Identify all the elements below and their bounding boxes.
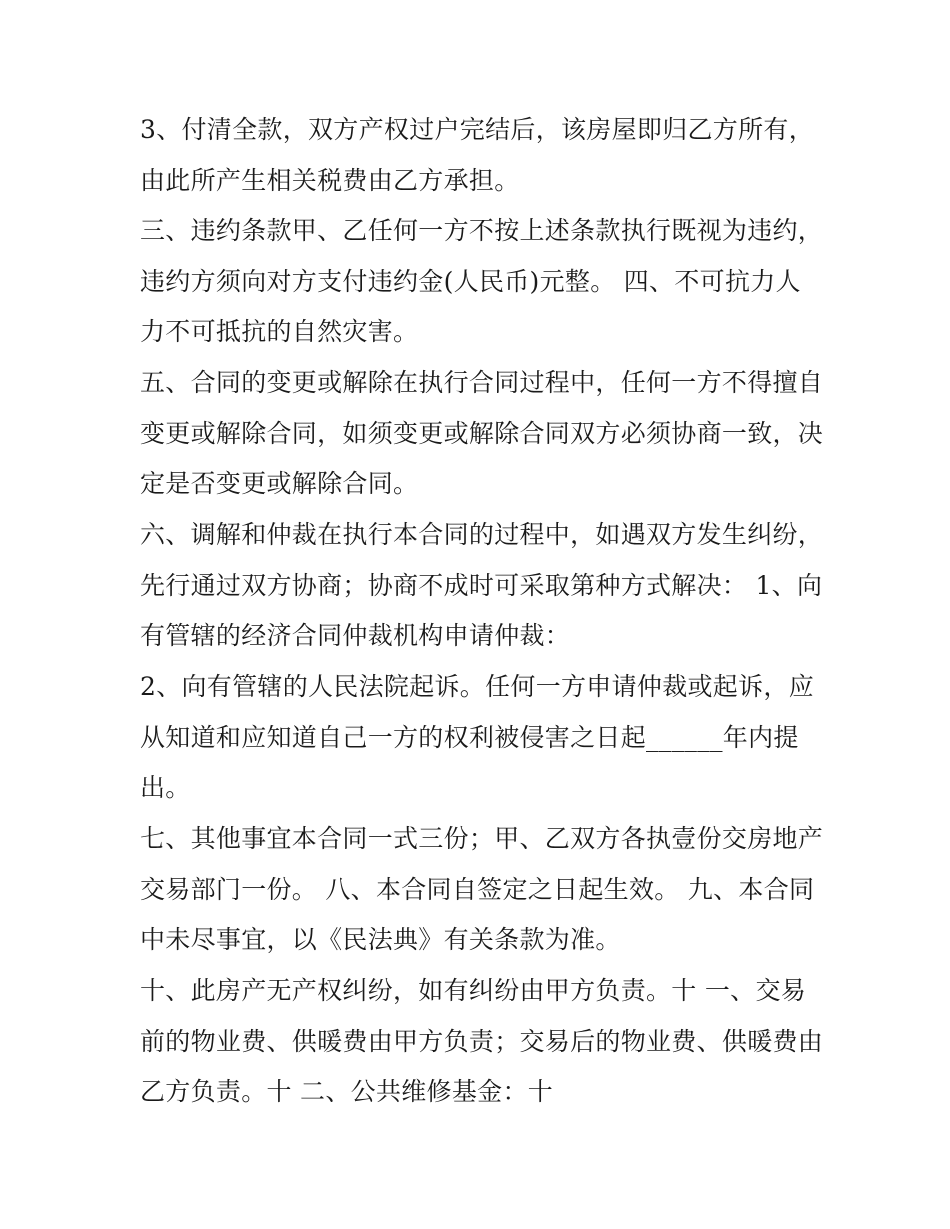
text-line: 三、违约条款甲、乙任何一方不按上述条款执行既视为违约，: [140, 216, 824, 245]
text-line: 七、其他事宜本合同一式三份；甲、乙双方各执壹份交房地产: [140, 824, 824, 853]
text-line: 五、合同的变更或解除在执行合同过程中，任何一方不得擅自: [140, 368, 824, 397]
text-line: 乙方负责。十 二、公共维修基金：十: [140, 1077, 554, 1106]
text-line: 中未尽事宜，以《民法典》有关条款为准。: [140, 925, 621, 954]
text-line: 先行通过双方协商；协商不成时可采取第种方式解决： 1、向: [140, 571, 823, 600]
text-line: 有管辖的经济合同仲裁机构申请仲裁：: [140, 621, 571, 650]
text-line: 六、调解和仲裁在执行本合同的过程中，如遇双方发生纠纷，: [140, 520, 824, 549]
text-line: 定是否变更或解除合同。: [140, 469, 419, 498]
text-line: 力不可抵抗的自然灾害。: [140, 317, 419, 346]
text-line: 十、此房产无产权纠纷，如有纠纷由甲方负责。十 一、交易: [140, 976, 807, 1005]
text-line: 违约方须向对方支付违约金(人民币)元整。 四、不可抗力人: [140, 267, 801, 296]
text-line: 从知道和应知道自己一方的权利被侵害之日起______年内提: [140, 723, 799, 752]
text-line: 出。: [140, 773, 191, 802]
text-line: 前的物业费、供暖费由甲方负责；交易后的物业费、供暖费由: [140, 1027, 824, 1056]
text-line: 变更或解除合同，如须变更或解除合同双方必须协商一致，决: [140, 419, 824, 448]
text-line: 由此所产生相关税费由乙方承担。: [140, 166, 520, 195]
text-line: 交易部门一份。 八、本合同自签定之日起生效。 九、本合同: [140, 875, 815, 904]
text-line: 3、付清全款，双方产权过户完结后，该房屋即归乙方所有，: [140, 115, 815, 144]
text-line: 2、向有管辖的人民法院起诉。任何一方申请仲裁或起诉，应: [140, 672, 815, 701]
